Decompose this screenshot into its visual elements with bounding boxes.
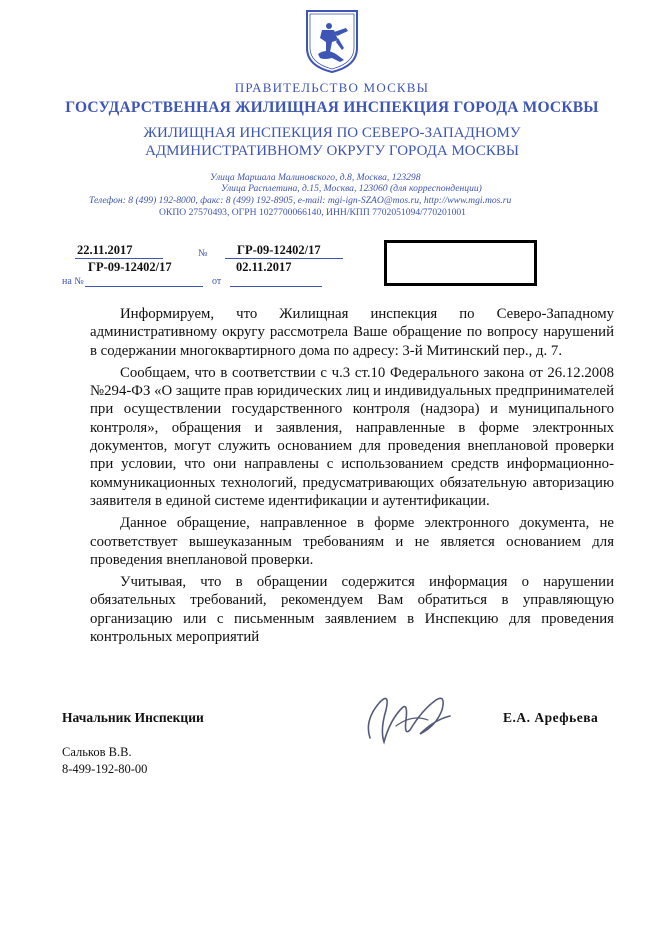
moscow-coat-of-arms-icon: [304, 8, 360, 74]
paragraph: Сообщаем, что в соответствии с ч.3 ст.10 Федерального закона от 26.12.2008 №294-ФЗ «О защите прав юридических лиц и индивидуальных предпринимателей при осуществлении государственного контроля (надзора) и муниципального контроля», обращения и заявления, направленные в форме электронных документов, могут служить основанием для проведения внеплановой проверки при условии, что они направлены с использованием средств информационно-коммуникационных технологий, предусматривающих обязательную авторизацию заявителя в единой системе идентификации и аутентификации.: [90, 364, 614, 509]
department-title-line2: АДМИНИСТРАТИВНОМУ ОКРУГУ ГОРОДА МОСКВЫ: [145, 143, 519, 159]
number-label: №: [198, 248, 208, 259]
address-line-1: Улица Маршала Малиновского, д.8, Москва, 123298: [210, 172, 421, 183]
address-line-2: Улица Расплетина, д.15, Москва, 123060 (для корреспонденции): [221, 183, 482, 194]
department-title-line1: ЖИЛИЩНАЯ ИНСПЕКЦИЯ ПО СЕВЕРО-ЗАПАДНОМУ: [143, 125, 521, 141]
from-label: от: [212, 276, 222, 287]
paragraph: Данное обращение, направленное в форме электронного документа, не соответствует вышеуказанным требованиям и не является основанием для проведения внеплановой проверки.: [90, 515, 614, 568]
registry-codes: ОКПО 27570493, ОГРН 1027700066140, ИНН/КПП 7702051094/770201001: [159, 207, 466, 218]
reference-number: ГР-09-12402/17: [88, 260, 172, 274]
executor-name: Сальков В.В.: [62, 745, 132, 759]
outgoing-date: 22.11.2017: [77, 243, 133, 257]
letter-body: [90, 305, 614, 646]
inspection-title: ГОСУДАРСТВЕННАЯ ЖИЛИЩНАЯ ИНСПЕКЦИЯ ГОРОДА МОСКВЫ: [65, 99, 599, 116]
paragraph: Информируем, что Жилищная инспекция по Северо-Западному административному округу рассмотрела Ваше обращение по вопросу нарушений в содержании многоквартирного дома по адресу: 3-й Митинский пер., д. 7.: [90, 306, 614, 359]
redacted-recipient-box: [384, 240, 537, 286]
contacts-line: Телефон: 8 (499) 192-8000, факс: 8 (499) 192-8905, e-mail: mgi-ign-SZAO@mos.ru, http://www.mgi.mos.ru: [89, 195, 512, 206]
paragraph: Учитывая, что в обращении содержится информация о нарушении обязательных требований, рекомендуем Вам обратиться в управляющую организацию или с письменным заявлением в Инспекцию для проведения контрольных мероприятий: [90, 574, 614, 646]
reference-date: 02.11.2017: [236, 260, 292, 274]
signatory-title: Начальник Инспекции: [62, 710, 204, 725]
executor-phone: 8-499-192-80-00: [62, 762, 148, 776]
government-title: ПРАВИТЕЛЬСТВО МОСКВЫ: [234, 80, 430, 95]
signatory-name: Е.А. Арефьева: [503, 710, 599, 725]
handwritten-signature: [350, 680, 460, 750]
in-reply-label: на №: [62, 276, 84, 287]
outgoing-number: ГР-09-12402/17: [237, 243, 321, 257]
